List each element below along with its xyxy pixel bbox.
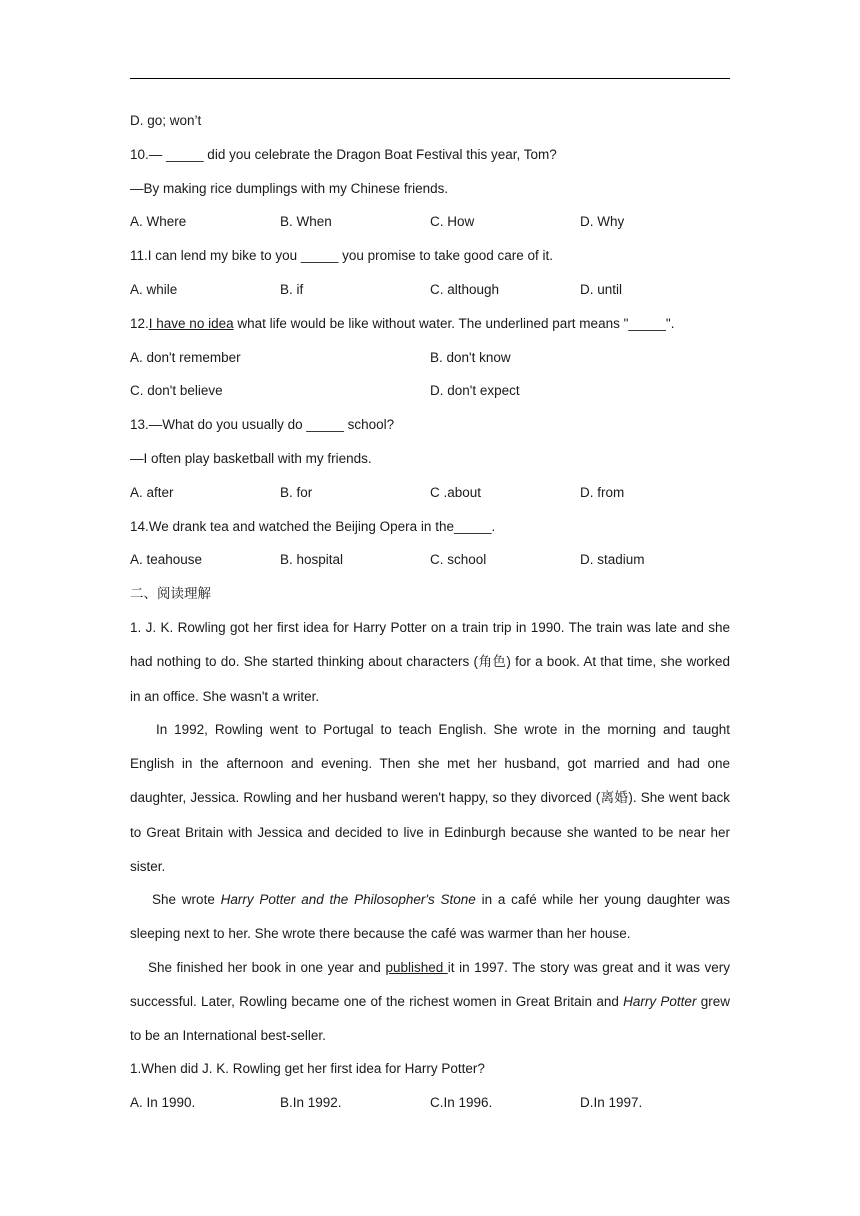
q12-option-a: A. don't remember — [130, 349, 241, 365]
p1-chinese-gloss: 角色 — [477, 653, 507, 670]
q13-options — [130, 483, 730, 517]
q13-option-a: A. after — [130, 484, 174, 500]
q12-underlined-phrase: I have no idea — [148, 315, 234, 331]
p1-text-a: 1. J. K. Rowling got her first idea for Harry Potter on a train trip in 1990. The train was late and she had nothing to do. She started thinking about characters ( — [130, 620, 730, 669]
p4-book-title: Harry Potter — [623, 993, 697, 1009]
q10-option-b: B. When — [280, 214, 332, 230]
q12-options-row2 — [130, 381, 730, 415]
q10-option-c: C. How — [430, 214, 475, 230]
p1-text-b: ) for a book. At that time, she worked in an office. She wasn't a writer. — [130, 653, 731, 704]
q14-options — [130, 550, 730, 584]
rq1-option-a: A. In 1990. — [130, 1095, 196, 1111]
q11-options — [130, 280, 730, 314]
q13-option-c: C .about — [430, 484, 482, 500]
passage-paragraph-1 — [130, 611, 730, 713]
p2-text-b: ). She went back to Great Britain with Jessica and decided to live in Edinburgh because she wanted to be near her sister. — [130, 790, 730, 874]
rq1-stem: 1.When did J. K. Rowling get her first idea for Harry Potter? — [130, 1061, 485, 1077]
q14-option-b: B. hospital — [280, 552, 344, 568]
q13-answer-line: —I often play basketball with my friends. — [130, 450, 372, 466]
p2-text-a: In 1992, Rowling went to Portugal to teach English. She wrote in the morning and taught English in the afternoon and evening. Then she met her husband, got married and had one daughter, Jessica. Rowling and her husband weren't happy, so they divorced ( — [130, 722, 730, 806]
q12-option-d: D. don't expect — [430, 383, 520, 399]
q13-option-d: D. from — [580, 484, 625, 500]
p3-text-a: She wrote — [152, 892, 221, 908]
q11-stem: 11.I can lend my bike to you _____ you promise to take good care of it. — [130, 248, 554, 264]
header-rule — [130, 78, 730, 79]
q11-option-c: C. although — [430, 281, 500, 297]
rq1-options — [130, 1093, 730, 1127]
q11-option-b: B. if — [280, 281, 304, 297]
rq1-option-d: D.In 1997. — [580, 1095, 643, 1111]
q10-answer-line: —By making rice dumplings with my Chinese friends. — [130, 180, 449, 196]
q14-option-d: D. stadium — [580, 552, 645, 568]
p4-underlined-word: published — [385, 960, 448, 976]
p4-text-a: She finished her book in one year and — [148, 960, 386, 976]
q11-option-d: D. until — [580, 281, 623, 297]
section-title: 二、阅读理解 — [130, 586, 211, 603]
q10-options — [130, 212, 730, 246]
rq1-option-b: B.In 1992. — [280, 1095, 342, 1111]
q12-option-c: C. don't believe — [130, 383, 223, 399]
q14-option-a: A. teahouse — [130, 552, 203, 568]
q12-stem — [130, 314, 730, 348]
document-body — [130, 111, 730, 1127]
rq1-option-c: C.In 1996. — [430, 1095, 493, 1111]
q13-option-b: B. for — [280, 484, 313, 500]
q12-option-b: B. don't know — [430, 349, 511, 365]
q12-stem-rest: what life would be like without water. The underlined part means "_____". — [233, 315, 675, 331]
q14-option-c: C. school — [430, 552, 487, 568]
q12-options-row1 — [130, 348, 730, 382]
q10-stem: 10.— _____ did you celebrate the Dragon Boat Festival this year, Tom? — [130, 146, 557, 162]
passage-paragraph-3 — [130, 883, 730, 951]
q10-option-a: A. Where — [130, 214, 187, 230]
q12-number: 12. — [130, 315, 149, 331]
passage-paragraph-4 — [130, 951, 730, 1052]
q10-option-d: D. Why — [580, 214, 625, 230]
p4-text-b: it in 1997. The story was great and it was very successful. Later, Rowling became one of the richest women in Great Britain and — [130, 960, 730, 1009]
q13-stem: 13.—What do you usually do _____ school? — [130, 417, 395, 433]
q14-stem: 14.We drank tea and watched the Beijing Opera in the_____. — [130, 518, 496, 534]
p4-text-c: grew to be an International best-seller. — [130, 993, 730, 1043]
p3-text-b: in a café while her young daughter was sleeping next to her. She wrote there because the café was warmer than her house. — [130, 892, 731, 942]
p3-book-title: Harry Potter and the Philosopher's Stone — [220, 892, 476, 908]
q9-option-d: D. go; won’t — [130, 113, 202, 128]
p2-chinese-gloss: 离婚 — [600, 790, 629, 807]
q11-option-a: A. while — [130, 281, 178, 297]
passage-paragraph-2 — [130, 713, 730, 883]
